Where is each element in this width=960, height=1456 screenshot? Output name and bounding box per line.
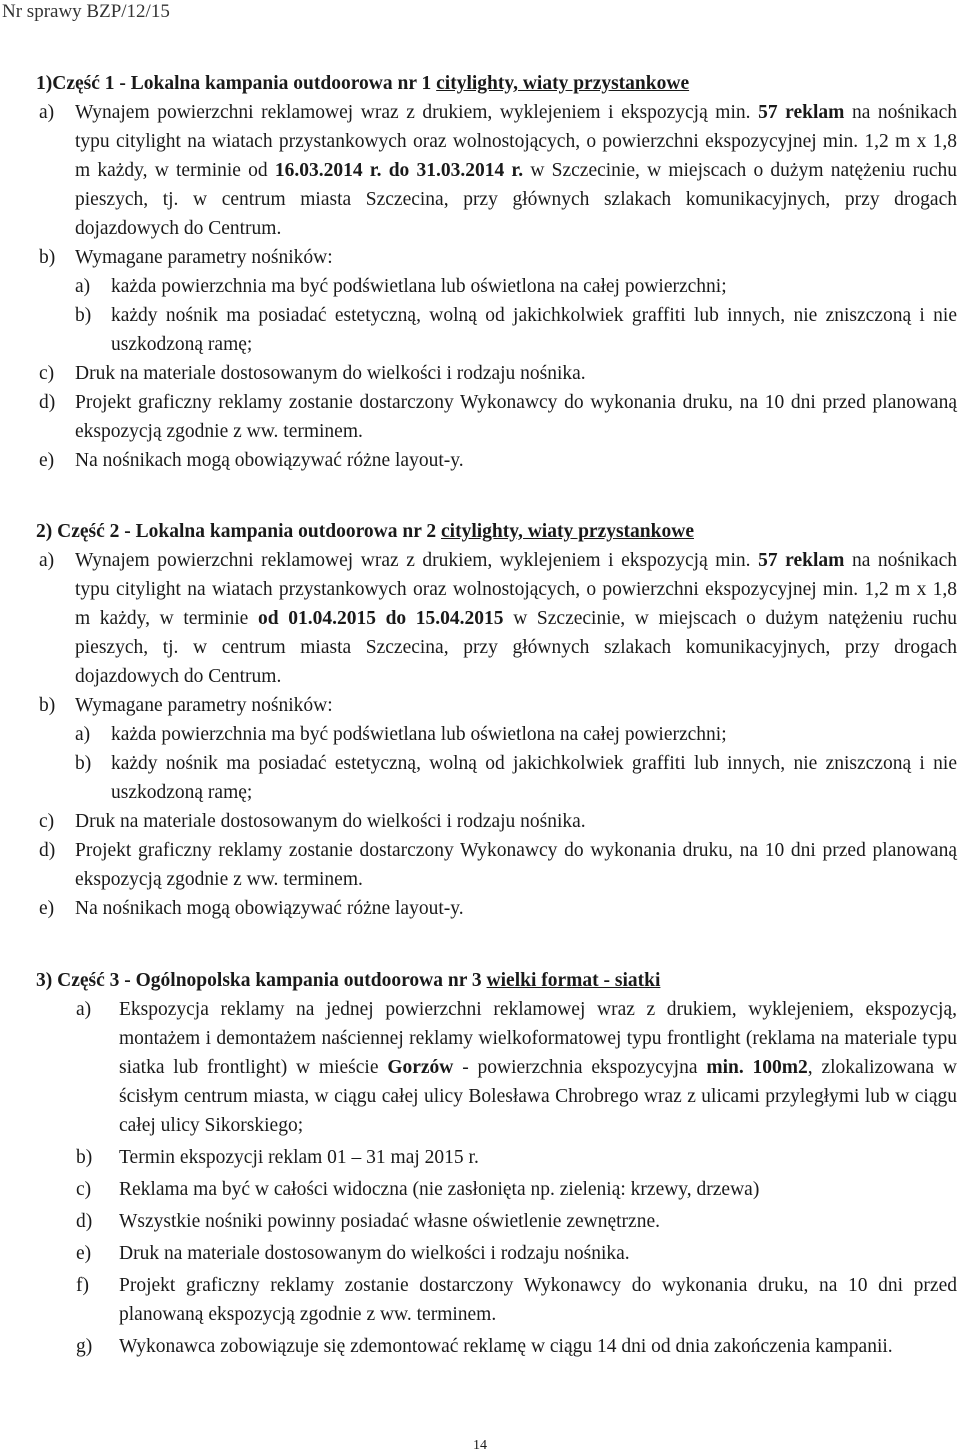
section-2-item-c [39,807,957,836]
section-3-item-f [39,1271,957,1329]
section-2-item-d [39,836,957,894]
section-1-item-b-a [39,272,957,301]
item-label: d) [39,392,56,413]
item-text: Druk na materiale dostosowanym do wielkości i rodzaju nośnika. [75,363,586,384]
section-3-item-e [39,1239,957,1268]
section-2-item-b-a [39,720,957,749]
section-3-item-g [39,1332,957,1361]
section-1-item-c [39,359,957,388]
section-1-item-a [39,98,957,243]
section-3-heading-underlined: wielki format - siatki [486,970,661,991]
item-label: a) [75,724,91,745]
item-text: każdy nośnik ma posiadać estetyczną, wolną od jakichkolwiek graffiti lub innych, nie zniszczoną i nie uszkodzoną ramę; [111,753,957,803]
section-1 [36,69,957,475]
item-label: b) [75,305,92,326]
item-text: każdy nośnik ma posiadać estetyczną, wolną od jakichkolwiek graffiti lub innych, nie zniszczoną i nie uszkodzoną ramę; [111,305,957,355]
case-number: Nr sprawy BZP/12/15 [2,1,170,22]
page-number: 14 [473,1438,487,1453]
section-2-item-e [39,894,957,923]
item-label: c) [39,811,55,832]
item-label: d) [39,840,56,861]
item-text: każda powierzchnia ma być podświetlana lub oświetlona na całej powierzchni; [111,724,727,745]
section-3-heading-text: 3) Część 3 - Ogólnopolska kampania outdoorowa nr 3 [36,970,487,991]
item-text: Termin ekspozycji reklam 01 – 31 maj 2015 r. [119,1147,479,1168]
item-label: e) [76,1243,92,1264]
item-text: każda powierzchnia ma być podświetlana lub oświetlona na całej powierzchni; [111,276,727,297]
section-3 [36,966,957,1364]
section-1-heading-underlined: citylighty, wiaty przystankowe [436,73,690,94]
item-label: b) [76,1147,93,1168]
section-2-item-b-b [39,749,957,807]
section-1-item-b-b [39,301,957,359]
item-label: e) [39,450,55,471]
item-text: Wykonawca zobowiązuje się zdemontować reklamę w ciągu 14 dni od dnia zakończenia kampanii. [119,1336,893,1357]
item-label: a) [76,999,92,1020]
section-1-item-b [39,243,957,272]
item-text: Druk na materiale dostosowanym do wielkości i rodzaju nośnika. [119,1243,630,1264]
item-text: Projekt graficzny reklamy zostanie dostarczony Wykonawcy do wykonania druku, na 10 dni przed planowaną ekspozycją zgodnie z ww. terminem. [75,840,957,890]
section-2-item-b [39,691,957,720]
item-label: f) [76,1275,89,1296]
section-3-item-d [39,1207,957,1236]
section-1-heading [36,69,957,98]
item-text: Wszystkie nośniki powinny posiadać własne oświetlenie zewnętrzne. [119,1211,660,1232]
item-text: Wynajem powierzchni reklamowej wraz z drukiem, wyklejeniem i ekspozycją min. 57 reklam na nośnikach typu citylight na wiatach przystankowych oraz wolnostojących, o powierzchni ekspozycyjnej min. 1,2 m x 1,8 m każdy, w terminie od 16.03.2014 r. do 31.03.2014 r. w Szczecinie, w miejscach o dużym natężeniu ruchu pieszych, tj. w centrum miasta Szczecina, przy głównych szlakach komunikacyjnych, przy drogach dojazdowych do Centrum. [75,102,957,239]
item-text: Projekt graficzny reklamy zostanie dostarczony Wykonawcy do wykonania druku, na 10 dni przed planowaną ekspozycją zgodnie z ww. terminem. [119,1275,957,1325]
section-1-heading-text: 1)Część 1 - Lokalna kampania outdoorowa nr 1 [36,73,437,94]
item-text: Druk na materiale dostosowanym do wielkości i rodzaju nośnika. [75,811,586,832]
section-3-heading [36,966,957,995]
section-3-item-b [39,1143,957,1172]
item-label: c) [39,363,55,384]
section-2-heading-underlined: citylighty, wiaty przystankowe [441,521,694,542]
item-label: c) [76,1179,92,1200]
item-label: e) [39,898,55,919]
section-2 [36,517,957,923]
item-label: g) [76,1336,93,1357]
item-label: d) [76,1211,93,1232]
item-text: Ekspozycja reklamy na jednej powierzchni reklamowej wraz z drukiem, wyklejeniem, ekspozycją, montażem i demontażem naściennej reklamy wielkoformatowej typu frontlight (reklama na materiale typu siatka lub frontlight) w mieście Gorzów - powierzchnia ekspozycyjna min. 100m2, zlokalizowana w ścisłym centrum miasta, w ciągu całej ulicy Bolesława Chrobrego wraz z ulicami przyległymi lub w ciągu całej ulicy Sikorskiego; [119,999,957,1136]
item-label: b) [39,247,56,268]
item-text: Na nośnikach mogą obowiązywać różne layout-y. [75,450,464,471]
item-text: Reklama ma być w całości widoczna (nie zasłonięta np. zielenią: krzewy, drzewa) [119,1179,760,1200]
item-text: Wymagane parametry nośników: [75,695,333,716]
section-3-item-c [39,1175,957,1204]
item-text: Projekt graficzny reklamy zostanie dostarczony Wykonawcy do wykonania druku, na 10 dni przed planowaną ekspozycją zgodnie z ww. terminem. [75,392,957,442]
section-2-item-a [39,546,957,691]
item-label: b) [39,695,56,716]
item-text: Na nośnikach mogą obowiązywać różne layout-y. [75,898,464,919]
section-2-heading [36,517,957,546]
item-text: Wymagane parametry nośników: [75,247,333,268]
item-label: a) [39,550,55,571]
item-label: a) [39,102,55,123]
section-3-item-a [39,995,957,1140]
item-label: a) [75,276,91,297]
section-1-item-d [39,388,957,446]
item-text: Wynajem powierzchni reklamowej wraz z drukiem, wyklejeniem i ekspozycją min. 57 reklam na nośnikach typu citylight na wiatach przystankowych oraz wolnostojących, o powierzchni ekspozycyjnej min. 1,2 m x 1,8 m każdy, w terminie od 01.04.2015 do 15.04.2015 w Szczecinie, w miejscach o dużym natężeniu ruchu pieszych, tj. w centrum miasta Szczecina, przy głównych szlakach komunikacyjnych, przy drogach dojazdowych do Centrum. [75,550,957,687]
section-2-heading-text: 2) Część 2 - Lokalna kampania outdoorowa nr 2 [36,521,442,542]
item-label: b) [75,753,92,774]
section-1-item-e [39,446,957,475]
